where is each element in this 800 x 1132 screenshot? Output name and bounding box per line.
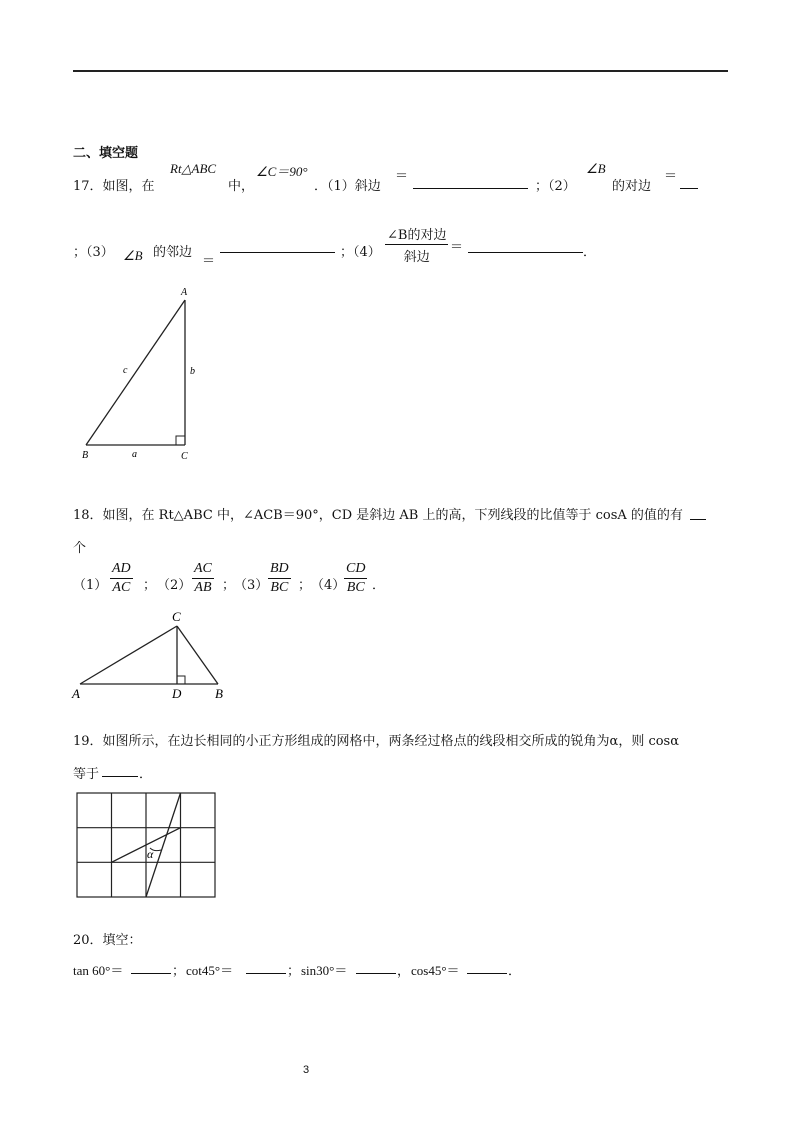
section-title: 二、填空题	[73, 146, 139, 161]
q18-option-1-num: AD	[112, 561, 131, 576]
q17-part1: ．（1）斜边	[314, 179, 381, 194]
q18-option-4-num: CD	[346, 561, 366, 576]
q20-blank-sin30[interactable]	[356, 973, 396, 974]
q17-eq4: ＝	[450, 240, 464, 255]
q18-label-d: D	[172, 686, 182, 701]
q18-label-a: A	[72, 686, 80, 701]
q17-angle-c: ∠C＝90°	[256, 164, 308, 179]
page-number: 3	[303, 1064, 310, 1076]
q18-option-1-label: （1）	[73, 578, 108, 593]
q20-blank-tan60[interactable]	[131, 973, 171, 974]
q20-blank-cos45[interactable]	[467, 973, 507, 974]
q18-text: 18．如图，在 Rt△ABC 中，∠ACB＝90°，CD 是斜边 AB 上的高，下列线段的比值等于 cosA 的值的有	[73, 508, 683, 523]
q18-option-4-fraction	[344, 561, 367, 596]
q18-triangle-figure	[68, 606, 238, 702]
q17-label-c-vertex: C	[181, 451, 188, 462]
q18-label-c: C	[172, 609, 181, 624]
q18-option-2-label: （2）	[157, 578, 192, 593]
q17-label-a-vertex: A	[181, 287, 188, 298]
q17-angle-b: ∠B	[586, 161, 606, 176]
q18-option-1-sep: ；	[143, 578, 157, 593]
q19-blank[interactable]	[102, 776, 138, 777]
q18-option-3-label: （3）	[234, 578, 269, 593]
q20-sep-2: ；	[287, 964, 301, 979]
q19-alpha-label: α	[147, 847, 154, 861]
q19-text: 19．如图所示，在边长相同的小正方形组成的网格中，两条经过格点的线段相交所成的锐角为α，则 cosα	[73, 734, 680, 749]
q17-label-side-a: a	[132, 449, 137, 460]
q17-eq2: ＝	[664, 169, 678, 184]
q17-part4: ；（4）	[340, 245, 381, 260]
q18-option-4-den: BC	[346, 580, 365, 595]
q17-part3: ；（3）	[73, 245, 114, 260]
q17-intro: 17．如图，在	[73, 179, 155, 194]
q17-angle-b2: ∠B	[123, 248, 143, 263]
q20-sep-3: ，	[397, 964, 411, 979]
q17-fraction	[385, 224, 448, 265]
q18-text-cont: 个	[73, 541, 87, 556]
q18-option-2-den: AB	[194, 580, 212, 595]
q20-sep-1: ；	[172, 964, 186, 979]
q20-sep-4: ．	[508, 964, 522, 979]
q17-triangle-figure	[70, 280, 210, 470]
q17-opposite-side: 的对边	[612, 179, 652, 194]
q17-eq3: ＝	[202, 254, 216, 269]
q18-label-b: B	[215, 686, 223, 701]
q18-option-1-den: AC	[112, 580, 131, 595]
q17-triangle: Rt△ABC	[170, 161, 217, 176]
q17-label-side-b: b	[190, 366, 195, 377]
q20-title: 20．填空：	[73, 933, 142, 948]
q20-item-cot45: cot45°＝	[186, 963, 234, 978]
q18-option-1-fraction	[110, 561, 133, 596]
q19-text-cont: 等于	[73, 767, 100, 782]
q17-blank-1[interactable]	[413, 188, 528, 189]
q20-item-sin30: sin30°＝	[301, 963, 348, 978]
q18-blank[interactable]	[690, 519, 706, 520]
q20-item-cos45: cos45°＝	[411, 963, 460, 978]
q19-grid-figure	[76, 792, 218, 900]
q17-label-b-vertex: B	[82, 450, 89, 461]
q18-option-3-sep: ；	[298, 578, 312, 593]
q20-blank-cot45[interactable]	[246, 973, 286, 974]
header-rule	[73, 70, 728, 72]
q17-blank-2[interactable]	[680, 188, 698, 189]
q18-option-4-label: （4）	[311, 578, 346, 593]
q17-blank-4[interactable]	[468, 252, 583, 253]
q18-option-4-sep: ．	[372, 578, 386, 593]
q18-option-3-fraction	[268, 561, 291, 596]
q20-item-tan60: tan 60°＝	[73, 963, 124, 978]
q17-adjacent-side: 的邻边	[153, 245, 193, 260]
q17-blank-3[interactable]	[220, 252, 335, 253]
q17-label-side-c: c	[123, 365, 128, 376]
q18-option-3-num: BD	[270, 561, 289, 576]
q18-option-3-den: BC	[270, 580, 289, 595]
q17-fraction-denominator: 斜边	[403, 250, 430, 265]
q17-sep1: ；（2）	[535, 179, 576, 194]
q19-end: ．	[139, 767, 153, 782]
q17-fraction-numerator: ∠B的对边	[387, 228, 447, 243]
q17-middle: 中，	[228, 179, 255, 194]
q17-eq1: ＝	[395, 169, 409, 184]
q18-option-2-num: AC	[194, 561, 212, 576]
q18-option-2-fraction	[192, 561, 214, 596]
q17-end: ．	[583, 245, 597, 260]
q18-option-2-sep: ；	[222, 578, 236, 593]
